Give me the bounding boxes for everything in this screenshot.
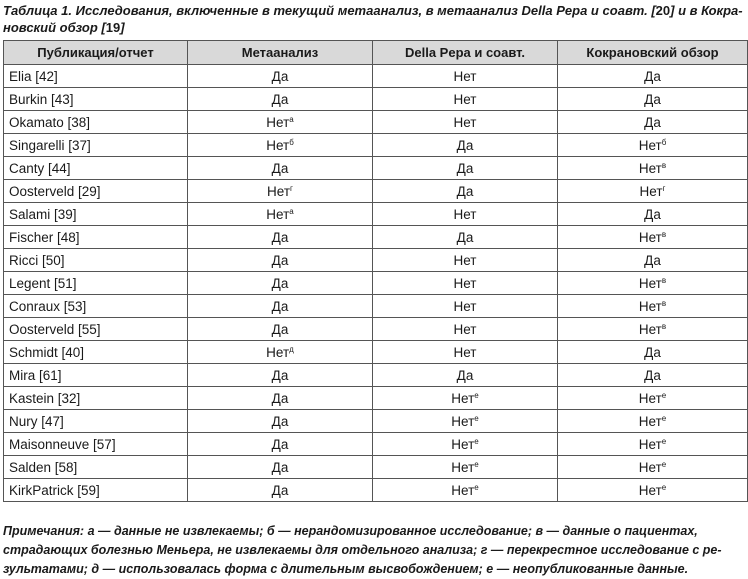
footnote-mark: б <box>289 137 294 147</box>
cell-cochrane: Нет$^б$ <box>558 134 748 157</box>
cell-meta: Нет$^а$ <box>188 203 373 226</box>
table-row <box>4 272 748 295</box>
table-row <box>4 111 748 134</box>
cell-publication: Maisonneuve [57] <box>4 433 188 456</box>
table-row <box>4 479 748 502</box>
table-row <box>4 226 748 249</box>
table-row <box>4 318 748 341</box>
cell-meta: Да <box>188 88 373 111</box>
table-row <box>4 180 748 203</box>
table-row <box>4 249 748 272</box>
table-row <box>4 341 748 364</box>
cell-meta: Да <box>188 479 373 502</box>
cell-pepa: Нет$^е$ <box>373 433 558 456</box>
table-row <box>4 65 748 88</box>
cell-publication: Singarelli [37] <box>4 134 188 157</box>
cell-publication: Salden [58] <box>4 456 188 479</box>
table-body <box>4 65 748 502</box>
cell-cochrane: Да <box>558 111 748 134</box>
cell-meta: Да <box>188 226 373 249</box>
footnote-mark: е <box>474 390 479 400</box>
table-header-row <box>4 41 748 65</box>
cell-pepa: Нет <box>373 203 558 226</box>
table-caption: Таблица 1. Исследования, включенные в текущий метаанализ, в метаанализ Della Pepa и соавт. [20] и в Кокра-новский обзор [19] <box>3 3 743 35</box>
studies-table <box>3 40 748 502</box>
footnote-mark: е <box>661 390 667 400</box>
footnote-mark: е <box>661 482 667 492</box>
cell-pepa: Нет <box>373 88 558 111</box>
footnote-mark: е <box>661 413 667 423</box>
cell-meta: Да <box>188 318 373 341</box>
footnote-mark: а <box>289 206 294 216</box>
cell-meta: Да <box>188 364 373 387</box>
cell-pepa: Да <box>373 157 558 180</box>
footnote-mark: г <box>290 183 293 193</box>
footnote-mark: е <box>474 436 479 446</box>
cell-publication: Legent [51] <box>4 272 188 295</box>
cell-pepa: Да <box>373 134 558 157</box>
footnote-mark: в <box>661 321 667 331</box>
table-row <box>4 134 748 157</box>
footnote-mark: в <box>661 160 667 170</box>
cell-cochrane: Нет$^в$ <box>558 226 748 249</box>
cell-meta: Да <box>188 272 373 295</box>
cell-meta: Да <box>188 249 373 272</box>
cell-pepa: Нет$^е$ <box>373 479 558 502</box>
cell-publication: Elia [42] <box>4 65 188 88</box>
notes-lead: Примечания: <box>3 524 85 538</box>
cell-cochrane: Нет$^е$ <box>558 479 748 502</box>
cell-cochrane: Да <box>558 364 748 387</box>
cell-cochrane: Да <box>558 203 748 226</box>
caption-ref-2: 19 <box>105 20 121 35</box>
cell-pepa: Да <box>373 226 558 249</box>
cell-publication: Oosterveld [55] <box>4 318 188 341</box>
cell-publication: Burkin [43] <box>4 88 188 111</box>
cell-pepa: Нет <box>373 249 558 272</box>
table-row <box>4 364 748 387</box>
footnote-mark: е <box>474 413 479 423</box>
col-header-meta: Метаанализ <box>188 41 373 65</box>
table-row <box>4 433 748 456</box>
cell-meta: Нет$^б$ <box>188 134 373 157</box>
cell-publication: Schmidt [40] <box>4 341 188 364</box>
cell-pepa: Нет <box>373 295 558 318</box>
cell-pepa: Нет$^е$ <box>373 387 558 410</box>
cell-pepa: Нет$^е$ <box>373 456 558 479</box>
cell-pepa: Нет <box>373 272 558 295</box>
footnote-mark: б <box>661 137 667 147</box>
footnote-mark: в <box>661 275 667 285</box>
cell-meta: Да <box>188 295 373 318</box>
notes-text: а — данные не извлекаемы; б — нерандомизированное исследование; в — данные о пациентах, страдающих болезнью Меньера, не извлекаемы для отдельного анализа; г — перекрестное исследование с ре-зультатами; д — использовалась форма с длительным высвобождением; е — неопубликованные данные. <box>3 524 722 576</box>
footnote-mark: в <box>661 298 667 308</box>
col-header-publication: Публикация/отчет <box>4 41 188 65</box>
cell-cochrane: Да <box>558 341 748 364</box>
footnote-mark: в <box>661 229 667 239</box>
cell-publication: Canty [44] <box>4 157 188 180</box>
cell-cochrane: Да <box>558 65 748 88</box>
footnote-mark: е <box>474 482 479 492</box>
caption-ref-1: 20 <box>655 3 671 18</box>
cell-publication: Conraux [53] <box>4 295 188 318</box>
cell-cochrane: Нет$^е$ <box>558 433 748 456</box>
footnote-mark: г <box>662 183 666 193</box>
cell-meta: Нет$^а$ <box>188 111 373 134</box>
table-row <box>4 456 748 479</box>
col-header-pepa: Della Pepa и соавт. <box>373 41 558 65</box>
cell-publication: Oosterveld [29] <box>4 180 188 203</box>
cell-meta: Да <box>188 456 373 479</box>
cell-cochrane: Да <box>558 249 748 272</box>
cell-pepa: Да <box>373 364 558 387</box>
cell-publication: Nury [47] <box>4 410 188 433</box>
cell-publication: Ricci [50] <box>4 249 188 272</box>
cell-cochrane: Нет$^е$ <box>558 456 748 479</box>
cell-cochrane: Нет$^в$ <box>558 318 748 341</box>
cell-publication: Salami [39] <box>4 203 188 226</box>
table-notes <box>3 522 745 579</box>
cell-cochrane: Нет$^е$ <box>558 387 748 410</box>
cell-publication: Mira [61] <box>4 364 188 387</box>
cell-cochrane: Нет$^в$ <box>558 272 748 295</box>
cell-cochrane: Нет$^г$ <box>558 180 748 203</box>
footnote-mark: а <box>289 114 294 124</box>
cell-meta: Да <box>188 433 373 456</box>
cell-meta: Да <box>188 65 373 88</box>
footnote-mark: е <box>661 459 667 469</box>
cell-pepa: Нет$^е$ <box>373 410 558 433</box>
footnote-mark: д <box>289 344 294 354</box>
col-header-cochrane: Кокрановский обзор <box>558 41 748 65</box>
cell-cochrane: Нет$^е$ <box>558 410 748 433</box>
table-row <box>4 88 748 111</box>
table-row <box>4 387 748 410</box>
table-row <box>4 203 748 226</box>
table-row <box>4 295 748 318</box>
cell-publication: Fischer [48] <box>4 226 188 249</box>
cell-cochrane: Нет$^в$ <box>558 295 748 318</box>
cell-publication: Okamato [38] <box>4 111 188 134</box>
cell-publication: KirkPatrick [59] <box>4 479 188 502</box>
cell-meta: Да <box>188 387 373 410</box>
table-row <box>4 410 748 433</box>
cell-pepa: Нет <box>373 318 558 341</box>
footnote-mark: е <box>661 436 667 446</box>
cell-pepa: Нет <box>373 65 558 88</box>
cell-cochrane: Нет$^в$ <box>558 157 748 180</box>
cell-cochrane: Да <box>558 88 748 111</box>
cell-publication: Kastein [32] <box>4 387 188 410</box>
cell-pepa: Нет <box>373 341 558 364</box>
footnote-mark: е <box>474 459 479 469</box>
cell-meta: Нет$^г$ <box>188 180 373 203</box>
table-row <box>4 157 748 180</box>
cell-meta: Да <box>188 157 373 180</box>
cell-pepa: Да <box>373 180 558 203</box>
cell-meta: Нет$^д$ <box>188 341 373 364</box>
cell-meta: Да <box>188 410 373 433</box>
cell-pepa: Нет <box>373 111 558 134</box>
